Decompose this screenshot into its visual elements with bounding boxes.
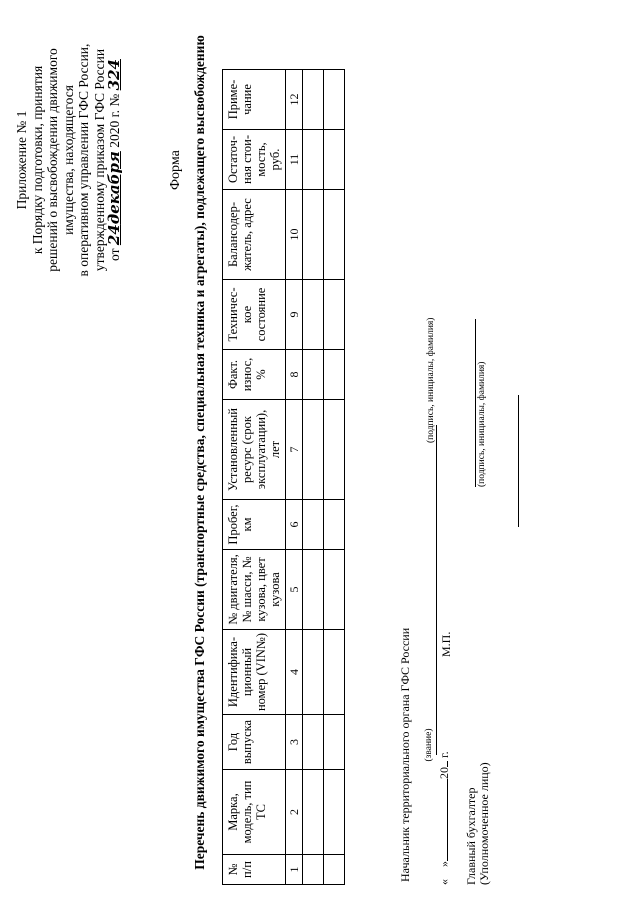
appendix-line: решений о высвобождении движимого [45, 48, 60, 272]
table-cell [303, 855, 324, 885]
table-cell [324, 190, 345, 280]
date-suffix: г. [437, 751, 451, 758]
chief-accountant-title: Главный бухгалтер [464, 787, 478, 885]
column-header: № п/п [223, 855, 286, 885]
appendix-line: к Порядку подготовки, принятия [29, 65, 45, 255]
signature-caption: (подпись, инициалы, фамилия) [477, 361, 487, 487]
table-cell [303, 190, 324, 280]
appendix-header [14, 10, 123, 310]
table-cell [324, 500, 345, 550]
table-cell [303, 400, 324, 500]
column-header: Приме-чание [223, 70, 286, 130]
number-label: № [107, 93, 122, 107]
table-cell [324, 280, 345, 350]
column-number: 4 [286, 630, 303, 715]
date-year: 2020 г. [107, 109, 122, 148]
table-row [324, 70, 345, 885]
table-cell [324, 630, 345, 715]
column-header: Факт. износ, % [223, 350, 286, 400]
column-number: 8 [286, 350, 303, 400]
column-number-row [286, 70, 303, 885]
list-title: Перечень движимого имущества ГФС России (транспортные средства, специальная техника и агрегаты), подлежащего высвобождению [192, 35, 207, 870]
table-cell [303, 550, 324, 630]
column-header: Марка, модель, тип ТС [223, 770, 286, 855]
column-number: 6 [286, 500, 303, 550]
table-cell [324, 855, 345, 885]
appendix-line: утвержденному приказом ГФС России [91, 48, 107, 272]
date-day-handwritten: 24 [105, 224, 123, 246]
table-cell [324, 715, 345, 770]
column-header: Балансодер-жатель, адрес [223, 190, 286, 280]
column-number: 1 [286, 855, 303, 885]
column-header: Год выпуска [223, 715, 286, 770]
table-cell [324, 130, 345, 190]
table-cell [303, 715, 324, 770]
rank-line [436, 425, 437, 755]
table-cell [303, 350, 324, 400]
column-number: 5 [286, 550, 303, 630]
table-cell [324, 70, 345, 130]
table-cell [303, 280, 324, 350]
head-title: Начальник территориального органа ГФС России [398, 627, 412, 882]
chief-accountant-label [465, 762, 491, 885]
table-cell [324, 400, 345, 500]
column-number: 3 [286, 715, 303, 770]
date-prefix: от [107, 248, 122, 261]
column-number: 7 [286, 400, 303, 500]
order-date-line [107, 10, 123, 310]
column-number: 10 [286, 190, 303, 280]
table-cell [303, 70, 324, 130]
appendix-line: в оперативном управлении ГФС России, [76, 43, 91, 277]
column-header: Установленный ресурс (срок эксплуатации), лет [223, 400, 286, 500]
table-cell [303, 630, 324, 715]
column-number: 11 [286, 130, 303, 190]
signature-caption: (подпись, инициалы, фамилия) [426, 317, 436, 443]
table-cell [324, 350, 345, 400]
date-open-quote: « [437, 879, 451, 885]
column-header: Пробег, км [223, 500, 286, 550]
column-header: Идентифика-ционный номер (VIN№) [223, 630, 286, 715]
order-number-handwritten: 324 [105, 59, 123, 91]
accountant-signature-line [475, 319, 476, 487]
table-cell [303, 500, 324, 550]
date-close-quote: » [437, 861, 451, 867]
table-row [303, 70, 324, 885]
column-number: 9 [286, 280, 303, 350]
column-number: 12 [286, 70, 303, 130]
bottom-line [518, 395, 519, 527]
form-label: Форма [168, 150, 183, 190]
appendix-line: имущества, находящегося [60, 85, 76, 235]
appendix-line: Приложение № 1 [14, 110, 29, 210]
rank-caption: (звание) [424, 728, 434, 762]
property-table [222, 69, 345, 885]
column-header: Техничес-кое состояние [223, 280, 286, 350]
authorized-person-label: (Уполномоченное лицо) [477, 762, 491, 885]
table-header-row [223, 70, 286, 885]
stamp-mark: М.П. [439, 631, 453, 657]
table-cell [303, 770, 324, 855]
table-cell [324, 550, 345, 630]
date-line [437, 751, 452, 885]
column-number: 2 [286, 770, 303, 855]
table-cell [303, 130, 324, 190]
table-cell [324, 770, 345, 855]
column-header: № двигателя, № шасси, № кузова, цвет кузова [223, 550, 286, 630]
column-header: Остаточ-ная стои-мость, руб. [223, 130, 286, 190]
date-year-part: 20 [437, 767, 451, 779]
date-month-handwritten: декабря [105, 151, 123, 225]
